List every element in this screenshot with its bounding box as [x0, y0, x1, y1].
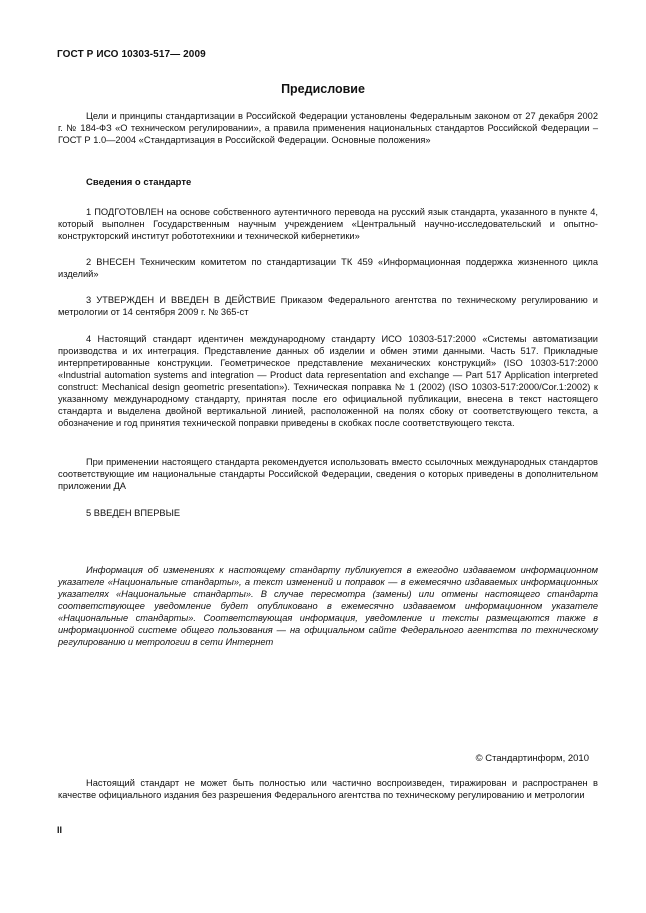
page-title: Предисловие — [281, 82, 365, 96]
intro-paragraph: Цели и принципы стандартизации в Российской Федерации установлены Федеральным законом от 27 декабря 2002 г. № 184-ФЗ «О техническом регулировании», а правила применения национальных стандартов Российской Федерации – ГОСТ Р 1.0—2004 «Стандартизация в Российской Федерации. Основные положения» — [58, 111, 598, 145]
page-number: II — [57, 825, 63, 835]
item-2-paragraph: 2 ВНЕСЕН Техническим комитетом по стандартизации ТК 459 «Информационная поддержка жизненного цикла изделий» — [58, 257, 598, 279]
item-5-paragraph: 5 ВВЕДЕН ВПЕРВЫЕ — [86, 508, 181, 518]
item-4-note-paragraph: При применении настоящего стандарта рекомендуется использовать вместо ссылочных международных стандартов соответствующие им национальные стандарты Российской Федерации, сведения о которых приведены в дополнительном приложении ДА — [58, 457, 598, 491]
item-4-paragraph: 4 Настоящий стандарт идентичен международному стандарту ИСО 10303-517:2000 «Системы автоматизации производства и их интеграция. Представление данных об изделии и обмен этими данными. Часть 517. Прикладные интерпретированные конструкции. Геометрическое представление механических конструкций» (ISO 10303-517:2000 «Industrial automation systems and integration — Product data representation and exchange — Part 517 Application interpreted construct: Mechanical design geometric presentation»). Техническая поправка № 1 (2002) (ISO 10303-517:2000/Cor.1:2002) к указанному международному стандарту, принятая после его официальной публикации, внесена в текст настоящего стандарта и выделена двойной вертикальной линией, расположенной на полях сбоку от соответствующего текста, а обозначение и год принятия технической поправки приведены в скобках после соответствующего текста. — [58, 334, 598, 428]
standard-code-header: ГОСТ Р ИСО 10303-517— 2009 — [57, 49, 206, 60]
item-1-paragraph: 1 ПОДГОТОВЛЕН на основе собственного аутентичного перевода на русский язык стандарта, указанного в пункте 4, который выполнен Государственным научным учреждением «Центральный научно-исследовательский и опытно-конструкторский институт робототехники и технической кибернетики» — [58, 207, 598, 241]
item-3-paragraph: 3 УТВЕРЖДЕН И ВВЕДЕН В ДЕЙСТВИЕ Приказом Федерального агентства по техническому регулированию и метрологии от 14 сентября 2009 г. № 365-ст — [58, 295, 598, 317]
notice-paragraph: Информация об изменениях к настоящему стандарту публикуется в ежегодно издаваемом информационном указателе «Национальные стандарты», а текст изменений и поправок — в ежемесячно издаваемых информационных указателях «Национальные стандарты». В случае пересмотра (замены) или отмены настоящего стандарта соответствующее уведомление будет опубликовано в ежемесячно издаваемом информационном указателе «Национальные стандарты». Соответствующая информация, уведомление и тексты размещаются также в информационной системе общего пользования — на официальном сайте Федерального агентства по техническому регулированию и метрологии в сети Интернет — [58, 565, 598, 647]
reproduction-paragraph: Настоящий стандарт не может быть полностью или частично воспроизведен, тиражирован и распространен в качестве официального издания без разрешения Федерального агентства по техническому регулированию и метрологии — [58, 778, 598, 800]
copyright-line: © Стандартинформ, 2010 — [475, 753, 589, 764]
section-heading: Сведения о стандарте — [86, 177, 192, 188]
